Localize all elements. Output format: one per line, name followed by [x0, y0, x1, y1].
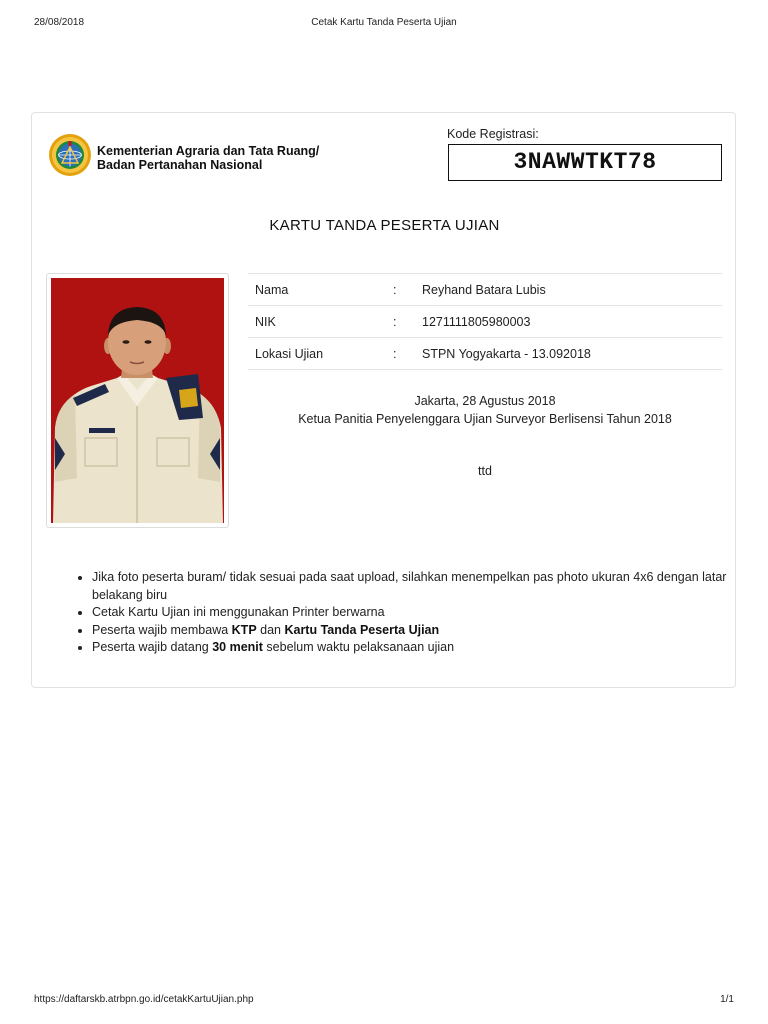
field-label-lokasi: Lokasi Ujian: [248, 338, 393, 370]
print-date: 28/08/2018: [34, 17, 85, 28]
participant-photo: [51, 278, 224, 523]
note-text: dan: [256, 622, 285, 637]
note-text: sebelum waktu pelaksanaan ujian: [262, 640, 455, 654]
note-text: Cetak Kartu Ujian ini menggunakan Printer berwarna: [92, 605, 385, 619]
organization-line-2: Badan Pertanahan Nasional: [97, 158, 263, 172]
bpn-logo-icon: [48, 133, 92, 177]
list-item: [92, 569, 732, 604]
signature-position: Ketua Panitia Penyelenggara Ujian Surveyor Berlisensi Tahun 2018: [298, 412, 672, 426]
note-text: Peserta wajib datang: [92, 640, 213, 654]
table-row: [248, 274, 722, 306]
card-title: KARTU TANDA PESERTA UJIAN: [269, 217, 500, 234]
table-row: [248, 306, 722, 338]
field-separator: :: [393, 306, 422, 338]
list-item: [92, 604, 732, 622]
field-label-nik: NIK: [248, 306, 393, 338]
organization-name: [97, 144, 319, 172]
note-text: Peserta wajib membawa: [92, 622, 232, 637]
field-separator: :: [393, 338, 422, 370]
note-emphasis: Kartu Tanda Peserta Ujian: [284, 622, 440, 637]
field-label-nama: Nama: [248, 274, 393, 306]
organization-line-1: Kementerian Agraria dan Tata Ruang/: [97, 144, 320, 158]
print-url: https://daftarskb.atrbpn.go.id/cetakKartuUjian.php: [34, 994, 254, 1005]
registration-code-label: Kode Registrasi:: [447, 127, 539, 141]
field-value-nik: 1271111805980003: [422, 306, 722, 338]
list-item: [92, 639, 732, 657]
participant-photo-frame: [46, 273, 229, 528]
participant-info-table: [248, 273, 722, 370]
field-separator: :: [393, 274, 422, 306]
notes-list: [76, 569, 732, 657]
print-page-number: 1/1: [720, 994, 734, 1005]
print-page-title: Cetak Kartu Tanda Peserta Ujian: [311, 17, 457, 28]
registration-code: 3NAWWTKT78: [448, 144, 722, 181]
signature-place-date: Jakarta, 28 Agustus 2018: [414, 394, 556, 408]
exam-card: [31, 112, 736, 688]
signature-ttd: ttd: [478, 464, 492, 478]
note-emphasis: 30 menit: [212, 640, 263, 654]
field-value-nama: Reyhand Batara Lubis: [422, 274, 722, 306]
note-text: Jika foto peserta buram/ tidak sesuai pada saat upload, silahkan menempelkan pas photo ukuran 4x6 dengan latar belakang biru: [92, 570, 727, 602]
list-item: [92, 622, 732, 640]
field-value-lokasi: STPN Yogyakarta - 13.092018: [422, 338, 722, 370]
table-row: [248, 338, 722, 370]
note-emphasis: KTP: [231, 622, 257, 637]
